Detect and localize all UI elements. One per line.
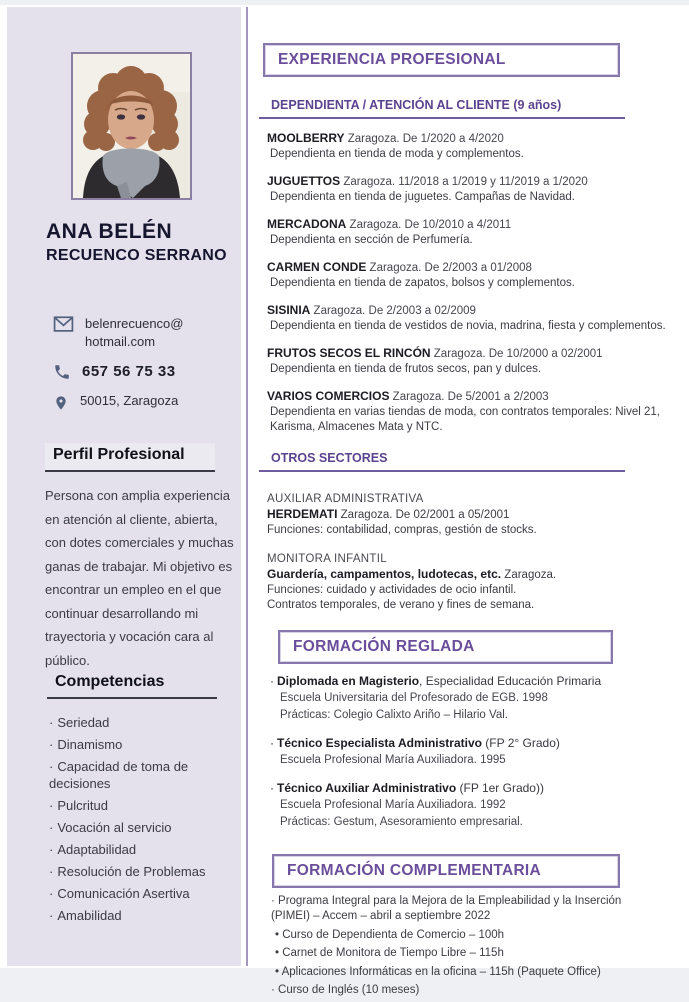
job-description: Dependienta en varias tiendas de moda, con contratos temporales: Nivel 21, Karisma, Almacenes Mata y NTC. [270, 406, 660, 433]
dependienta-subheading: DEPENDIENTA / ATENCIÓN AL CLIENTE (9 años) [259, 98, 625, 119]
list-item [49, 714, 229, 731]
contact-phone-row [53, 362, 233, 381]
competencia-label: Adaptabilidad [57, 842, 137, 857]
bullet: · [49, 864, 54, 879]
job-company: Guardería, campamentos, ludotecas, etc. [267, 567, 502, 581]
job-entry [263, 303, 667, 334]
competencia-label: Capacidad de toma de decisiones [49, 759, 189, 791]
contact-block [53, 315, 233, 424]
degree-title: Técnico Auxiliar Administrativo [277, 781, 457, 795]
competencia-label: Vocación al servicio [57, 820, 172, 835]
list-item [49, 907, 229, 924]
list-item: · Curso de Inglés (10 meses) [271, 984, 420, 996]
cv-page [0, 5, 689, 996]
job-description: Dependienta en tienda de zapatos, bolsos y complementos. [270, 277, 575, 289]
job-meta: Zaragoza. De 10/2010 a 4/2011 [349, 219, 512, 231]
formacion-complementaria-title-box: FORMACIÓN COMPLEMENTARIA [272, 854, 620, 888]
list-item: • Carnet de Monitora de Tiempo Libre – 115h [275, 947, 504, 959]
education-entry [263, 736, 667, 767]
bullet: · [49, 715, 54, 730]
bullet: · [270, 674, 274, 688]
job-description: Dependienta en tienda de juguetes. Campañas de Navidad. [270, 191, 575, 203]
bullet: · [49, 737, 54, 752]
bullet: · [49, 886, 54, 901]
other-sector-entry [263, 492, 667, 538]
location-text: 50015, Zaragoza [80, 393, 179, 408]
experiencia-title-box: EXPERIENCIA PROFESIONAL [263, 43, 620, 77]
formacion-reglada-title-box: FORMACIÓN REGLADA [278, 630, 613, 664]
bullet: · [49, 842, 54, 857]
list-item: · Programa Integral para la Mejora de la Empleabilidad y la Inserción (PIMEI) – Accem – abril a septiembre 2022 [271, 895, 638, 922]
education-line: Escuela Profesional María Auxiliadora. 1995 [280, 754, 506, 766]
role-label: MONITORA INFANTIL [267, 553, 387, 565]
degree-title: Técnico Especialista Administrativo [277, 736, 482, 750]
bullet: · [49, 759, 54, 774]
job-meta: Zaragoza. [504, 569, 557, 581]
phone-number: 657 56 75 33 [82, 363, 176, 380]
location-pin-icon [53, 393, 69, 413]
competencia-label: Resolución de Problemas [57, 864, 206, 879]
email-icon [53, 316, 74, 333]
entry-line: Funciones: cuidado y actividades de ocio infantil. [267, 584, 517, 596]
job-entry [263, 260, 667, 291]
competencia-label: Comunicación Asertiva [57, 886, 190, 901]
job-description: Dependienta en sección de Perfumería. [270, 234, 473, 246]
job-entry [263, 217, 667, 248]
degree-title: Diplomada en Magisterio [277, 674, 420, 688]
competencias-list [49, 714, 229, 929]
job-description: Dependienta en tienda de frutos secos, pan y dulces. [270, 363, 542, 375]
job-description: Dependienta en tienda de moda y complementos. [270, 148, 524, 160]
list-item [49, 736, 229, 753]
contact-email-row [53, 315, 233, 351]
job-entry [263, 346, 667, 377]
job-company: CARMEN CONDE [267, 260, 367, 274]
job-meta: Zaragoza. De 1/2020 a 4/2020 [347, 133, 504, 145]
education-line: Prácticas: Gestum, Asesoramiento empresarial. [280, 816, 523, 828]
degree-detail: (FP 1er Grado)) [456, 781, 544, 795]
email-line1: belenrecuenco@ [85, 316, 184, 331]
competencias-section-title: Competencias [47, 670, 217, 699]
list-item [49, 797, 229, 814]
education-entry [263, 674, 667, 722]
main-column [263, 5, 667, 1002]
last-name: RECUENCO SERRANO [46, 247, 227, 264]
list-item: • Aplicaciones Informáticas en la oficina – 115h (Paquete Office) [275, 965, 601, 978]
email-line2: hotmail.com [85, 334, 156, 349]
list-item [49, 819, 229, 836]
entry-line: Funciones: contabilidad, compras, gestión de stocks. [267, 524, 537, 536]
first-name: ANA BELÉN [46, 220, 173, 243]
degree-detail: (FP 2° Grado) [481, 736, 560, 750]
job-meta: Zaragoza. 11/2018 a 1/2019 y 11/2019 a 1/2020 [343, 176, 588, 188]
list-item [49, 863, 229, 880]
entry-line: Contratos temporales, de verano y fines de semana. [267, 599, 535, 611]
list-item [49, 758, 229, 792]
education-entry [263, 781, 667, 829]
role-label: AUXILIAR ADMINISTRATIVA [267, 493, 424, 505]
job-meta: Zaragoza. De 2/2003 a 01/2008 [369, 262, 532, 274]
other-sector-entry [263, 552, 667, 613]
otros-sectores-subheading: OTROS SECTORES [259, 451, 625, 472]
competencia-label: Amabilidad [57, 908, 122, 923]
job-description: Dependienta en tienda de vestidos de novia, madrina, fiesta y complementos. [270, 320, 666, 332]
email-text [85, 315, 183, 351]
vertical-divider [246, 7, 248, 966]
job-entry [263, 131, 667, 162]
job-meta: Zaragoza. De 5/2001 a 2/2003 [392, 391, 549, 403]
list-item: • Curso de Dependienta de Comercio – 100h [275, 928, 505, 941]
job-meta: Zaragoza. De 2/2003 a 02/2009 [313, 305, 476, 317]
profile-section-title: Perfil Profesional [45, 443, 215, 472]
degree-detail: , Especialidad Educación Primaria [419, 674, 602, 688]
job-entry [263, 174, 667, 205]
list-item [49, 885, 229, 902]
competencia-label: Pulcritud [57, 798, 108, 813]
competencia-label: Dinamismo [57, 737, 123, 752]
bullet: · [270, 781, 274, 795]
list-item [49, 841, 229, 858]
job-company: SISINIA [267, 303, 311, 317]
competencia-label: Seriedad [57, 715, 110, 730]
profile-photo [71, 52, 192, 200]
courses-list [263, 894, 653, 998]
education-line: Escuela Universitaria del Profesorado de EGB. 1998 [280, 692, 548, 704]
contact-location-row [53, 392, 233, 413]
name-block [46, 220, 236, 265]
job-company: MERCADONA [267, 217, 347, 231]
job-company: VARIOS COMERCIOS [267, 389, 390, 403]
education-line: Prácticas: Colegio Calixto Ariño – Hilario Val. [280, 709, 508, 721]
bullet: · [49, 798, 54, 813]
sidebar [7, 7, 241, 966]
job-meta: Zaragoza. De 10/2000 a 02/2001 [433, 348, 603, 360]
education-line: Escuela Profesional María Auxiliadora. 1992 [280, 799, 506, 811]
job-entry [263, 389, 667, 435]
job-company: FRUTOS SECOS EL RINCÓN [267, 346, 431, 360]
bullet: · [49, 820, 54, 835]
portrait-photo-placeholder [73, 54, 190, 198]
bullet: · [49, 908, 54, 923]
profile-text: Persona con amplia experiencia en atención al cliente, abierta, con dotes comerciales y muchas ganas de trabajar. Mi objetivo es encontrar un empleo en el que continuar desarrollando mi trayectoria y vocación cara al público. [45, 488, 234, 668]
job-company: HERDEMATI [267, 507, 338, 521]
job-company: JUGUETTOS [267, 174, 341, 188]
phone-icon [53, 363, 71, 381]
job-company: MOOLBERRY [267, 131, 345, 145]
bullet: · [270, 736, 274, 750]
job-meta: Zaragoza. De 02/2001 a 05/2001 [340, 509, 510, 521]
